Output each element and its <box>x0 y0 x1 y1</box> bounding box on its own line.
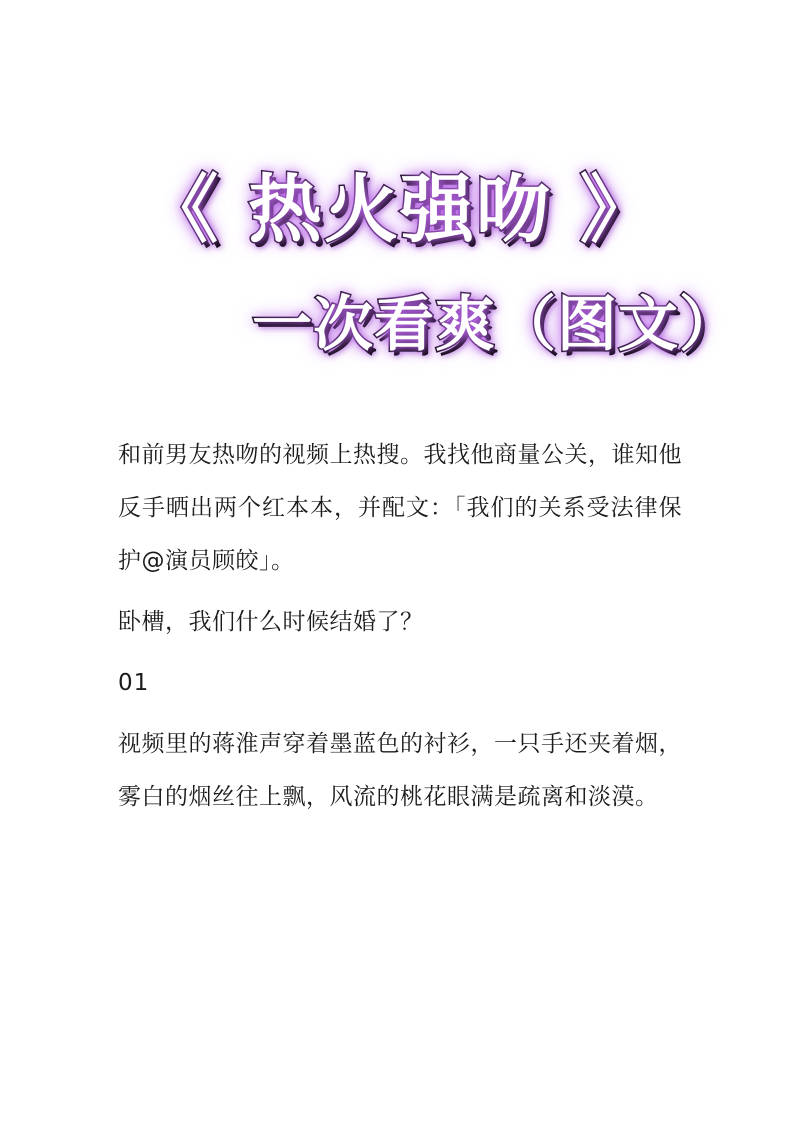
article-body <box>0 357 800 824</box>
body-paragraph: 和前男友热吻的视频上热搜。我找他商量公关，谁知他反手晒出两个红本本，并配文：「我们的关系受法律保护@演员顾皎」。 <box>118 441 682 574</box>
body-paragraph: 视频里的蒋淮声穿着墨蓝色的衬衫，一只手还夹着烟，雾白的烟丝往上飘，风流的桃花眼满是疏离和淡漠。 <box>118 730 682 810</box>
title-block <box>0 0 800 360</box>
body-paragraph: 卧槽，我们什么时候结婚了？ <box>118 608 424 635</box>
page-subtitle: 一次看爽（图文） <box>252 289 740 360</box>
page-title: 《 热火强吻 》 <box>144 167 656 253</box>
section-number: 01 <box>118 669 150 696</box>
